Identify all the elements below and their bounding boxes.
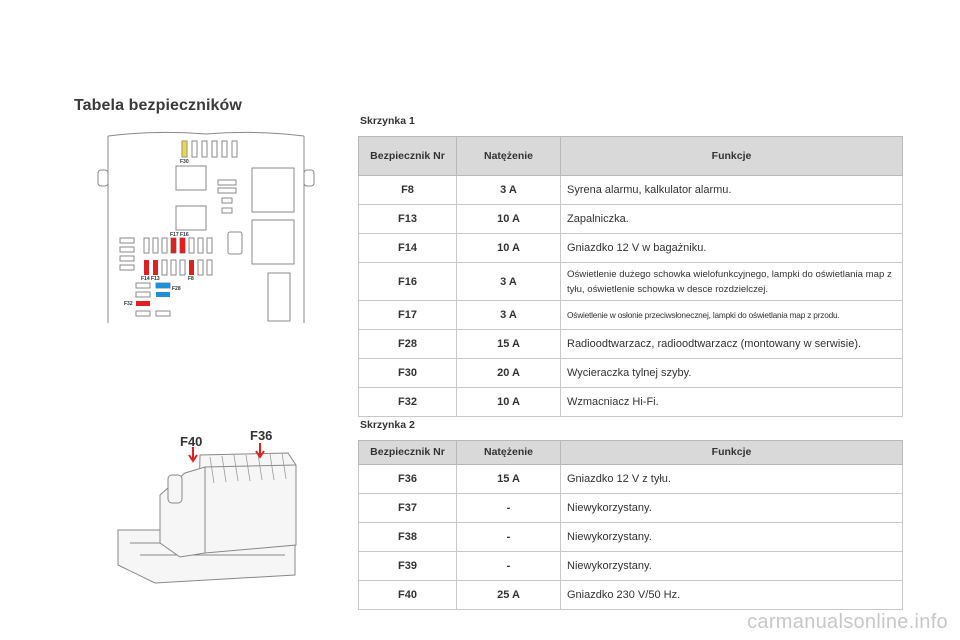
fuse-function: Niewykorzystany. (561, 552, 903, 581)
table-row (359, 581, 903, 610)
table-row (359, 359, 903, 388)
fuse-amperage: 3 A (457, 263, 561, 301)
fuse-number: F30 (359, 359, 457, 388)
fuse-function: Zapalniczka. (561, 205, 903, 234)
label-f30: F30 (180, 159, 189, 165)
fuse-number: F17 (359, 301, 457, 330)
box-2-title: Skrzynka 2 (360, 419, 415, 431)
fuse-amperage: 25 A (457, 581, 561, 610)
table-row (359, 176, 903, 205)
fuse-f32-highlight (136, 301, 150, 306)
label-f8: F8 (188, 276, 194, 282)
fuse-number: F13 (359, 205, 457, 234)
fuse-f16-highlight (180, 238, 185, 253)
fuse-amperage: 15 A (457, 465, 561, 494)
header-functions: Funkcje (561, 137, 903, 176)
table-row (359, 234, 903, 263)
fuse-amperage: - (457, 552, 561, 581)
table-row (359, 330, 903, 359)
header-fuse-number: Bezpiecznik Nr (359, 137, 457, 176)
header-fuse-number: Bezpiecznik Nr (359, 441, 457, 465)
fuse-amperage: 20 A (457, 359, 561, 388)
fuse-amperage: 15 A (457, 330, 561, 359)
fuse-table-box-1 (358, 136, 903, 417)
fuse-f28-highlight-a (156, 283, 170, 288)
fuse-function: Gniazdko 230 V/50 Hz. (561, 581, 903, 610)
label-f40: F40 (180, 434, 203, 449)
box-1-title: Skrzynka 1 (360, 115, 415, 127)
fuse-box-1-diagram (96, 128, 326, 323)
header-functions: Funkcje (561, 441, 903, 465)
fuse-table-box-2 (358, 440, 903, 610)
fuse-number: F40 (359, 581, 457, 610)
fuse-box-2-diagram (110, 425, 300, 600)
fuse-function: Radioodtwarzacz, radioodtwarzacz (montowany w serwisie). (561, 330, 903, 359)
fuse-f14-highlight (144, 260, 149, 275)
fuse-number: F36 (359, 465, 457, 494)
fuse-function: Niewykorzystany. (561, 494, 903, 523)
table-row (359, 552, 903, 581)
table-row (359, 263, 903, 301)
table-row (359, 494, 903, 523)
table-row (359, 465, 903, 494)
label-f28: F28 (172, 286, 181, 292)
watermark: carmanualsonline.info (747, 611, 948, 633)
fuse-function: Oświetlenie w osłonie przeciwsłonecznej, lampki do oświetlania map z przodu. (561, 301, 903, 330)
arrow-f40-icon (189, 447, 197, 461)
fuse-amperage: 10 A (457, 205, 561, 234)
header-amperage: Natężenie (457, 441, 561, 465)
fuse-function: Oświetlenie dużego schowka wielofunkcyjnego, lampki do oświetlania map z tyłu, oświetlenie schowka w desce rozdzielczej. (561, 263, 903, 301)
label-f17-f16: F17 F16 (170, 232, 189, 238)
fuse-f13-highlight (153, 260, 158, 275)
fuse-number: F16 (359, 263, 457, 301)
table-row (359, 301, 903, 330)
fuse-f30-highlight (182, 141, 187, 157)
fuse-number: F32 (359, 388, 457, 417)
fuse-number: F8 (359, 176, 457, 205)
fuse-number: F37 (359, 494, 457, 523)
fuse-f8-highlight (189, 260, 194, 275)
fuse-function: Wycieraczka tylnej szyby. (561, 359, 903, 388)
header-amperage: Natężenie (457, 137, 561, 176)
label-f36: F36 (250, 428, 273, 443)
label-f32: F32 (124, 301, 133, 307)
fuse-f28-highlight-b (156, 292, 170, 297)
label-f14-f13: F14 F13 (141, 276, 160, 282)
fuse-function: Gniazdko 12 V w bagażniku. (561, 234, 903, 263)
fuse-number: F38 (359, 523, 457, 552)
fuse-amperage: 3 A (457, 176, 561, 205)
table-row (359, 523, 903, 552)
fuse-number: F14 (359, 234, 457, 263)
fuse-function: Gniazdko 12 V z tyłu. (561, 465, 903, 494)
fuse-number: F39 (359, 552, 457, 581)
table-row (359, 205, 903, 234)
fuse-amperage: 10 A (457, 388, 561, 417)
table-row (359, 388, 903, 417)
fuse-amperage: - (457, 494, 561, 523)
fuse-amperage: 10 A (457, 234, 561, 263)
fuse-function: Wzmacniacz Hi-Fi. (561, 388, 903, 417)
fuse-function: Syrena alarmu, kalkulator alarmu. (561, 176, 903, 205)
fuse-amperage: - (457, 523, 561, 552)
fuse-function: Niewykorzystany. (561, 523, 903, 552)
fuse-number: F28 (359, 330, 457, 359)
page-title: Tabela bezpieczników (74, 97, 242, 114)
fuse-f17-highlight (171, 238, 176, 253)
fuse-amperage: 3 A (457, 301, 561, 330)
